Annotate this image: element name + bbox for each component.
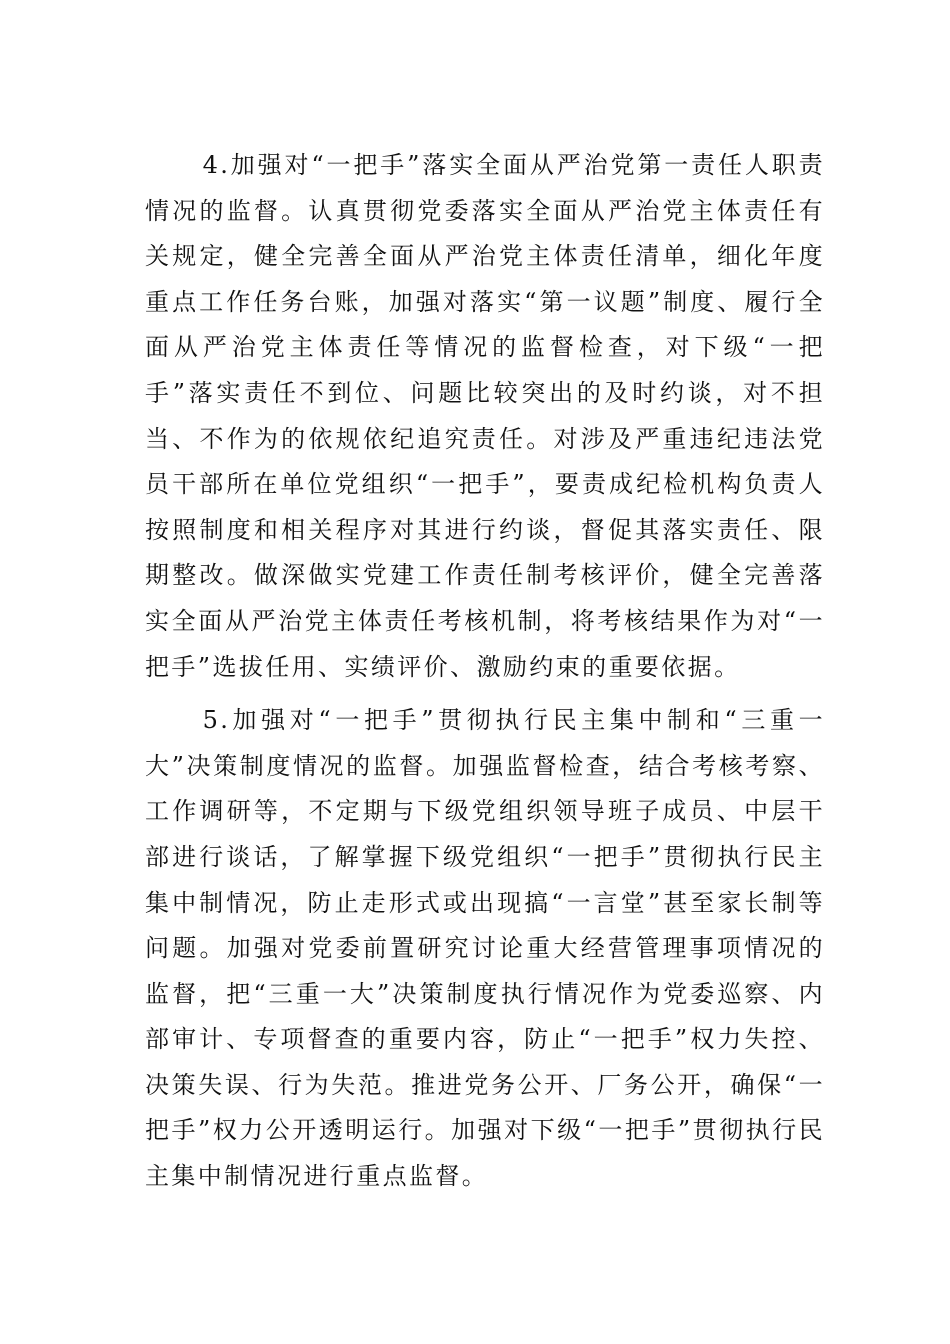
paragraph-5: 5.加强对“一把手”贯彻执行民主集中制和“三重一大”决策制度情况的监督。加强监督检查，结合考核考察、工作调研等，不定期与下级党组织领导班子成员、中层干部进行谈话，了解掌握下级党组织“一把手”贯彻执行民主集中制情况，防止走形式或出现搞“一言堂”甚至家长制等问题。加强对党委前置研究讨论重大经营管理事项情况的监督，把“三重一大”决策制度执行情况作为党委巡察、内部审计、专项督查的重要内容，防止“一把手”权力失控、决策失误、行为失范。推进党务公开、厂务公开，确保“一把手”权力公开透明运行。加强对下级“一把手”贯彻执行民主集中制情况进行重点监督。 — [145, 706, 825, 1191]
paragraph-4: 4.加强对“一把手”落实全面从严治党第一责任人职责情况的监督。认真贯彻党委落实全面从严治党主体责任有关规定，健全完善全面从严治党主体责任清单，细化年度重点工作任务台账，加强对落实“第一议题”制度、履行全面从严治党主体责任等情况的监督检查，对下级“一把手”落实责任不到位、问题比较突出的及时约谈，对不担当、不作为的依规依纪追究责任。对涉及严重违纪违法党员干部所在单位党组织“一把手”，要责成纪检机构负责人按照制度和相关程序对其进行约谈，督促其落实责任、限期整改。做深做实党建工作责任制考核评价，健全完善落实全面从严治党主体责任考核机制，将考核结果作为对“一把手”选拔任用、实绩评价、激励约束的重要依据。 — [145, 151, 825, 681]
document-body — [145, 143, 825, 1200]
